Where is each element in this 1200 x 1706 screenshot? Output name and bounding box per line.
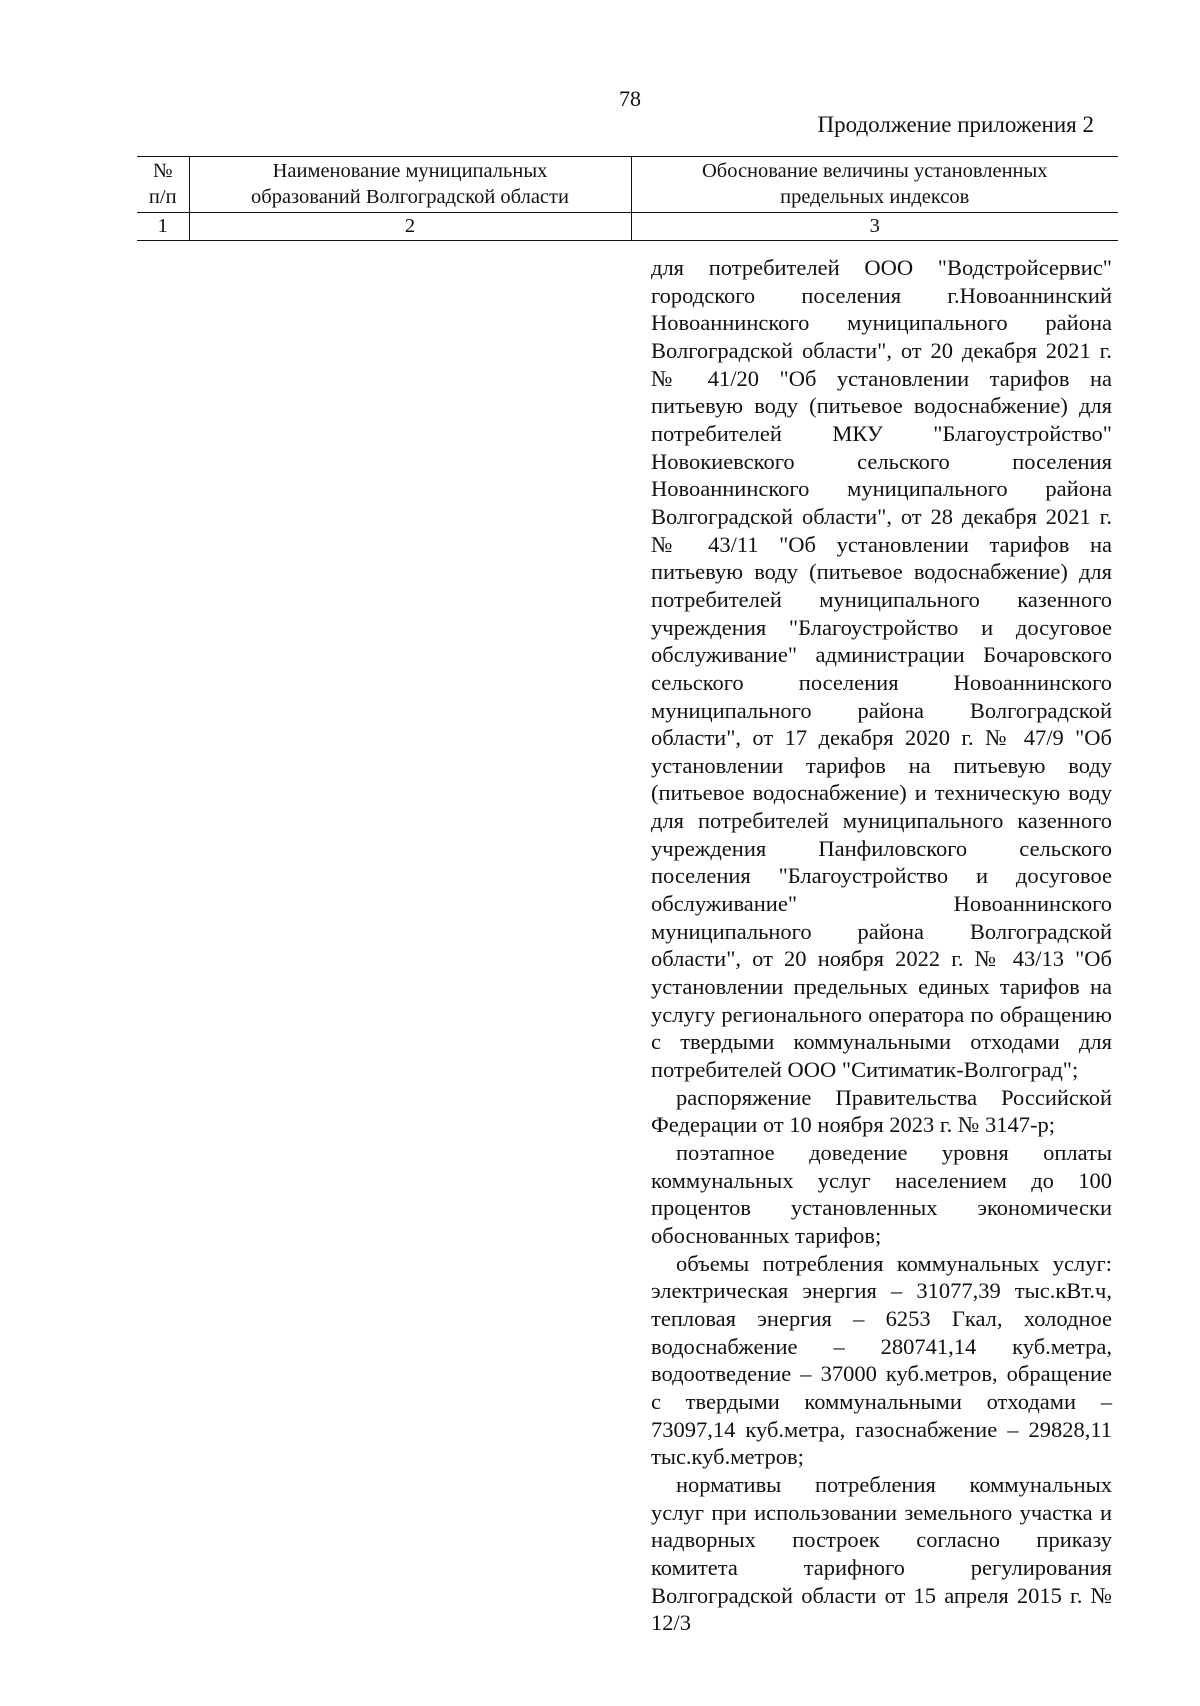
header-cell-number: [137, 157, 189, 213]
header-cell-municipality: [189, 157, 631, 213]
justification-text: [651, 254, 1112, 1637]
column-number-1: 1: [137, 213, 189, 241]
continuation-label: Продолжение приложения 2: [817, 112, 1094, 137]
header-cell-justification: [631, 157, 1118, 213]
header-municipality-line1: Наименование муниципальных: [272, 160, 548, 182]
paragraph: объемы потребления коммунальных услуг: электрическая энергия – 31077,39 тыс.кВт.ч, тепловая энергия – 6253 Гкал, холодное водоснабжение – 280741,14 куб.метра, водоотведение – 37000 куб.метров, обращение с твердыми коммунальными отходами – 73097,14 куб.метра, газоснабжение – 29828,11 тыс.куб.метров;: [651, 1250, 1112, 1470]
table-header-row: [137, 157, 1118, 213]
paragraph: для потребителей ООО "Водстройсервис" городского поселения г.Новоаннинский Новоаннинского муниципального района Волгоградской области", от 20 декабря 2021 г. № 41/20 "Об установлении тарифов на питьевую воду (питьевое водоснабжение) для потребителей МКУ "Благоустройство" Новокиевского сельского поселения Новоаннинского муниципального района Волгоградской области", от 28 декабря 2021 г. № 43/11 "Об установлении тарифов на питьевую воду (питьевое водоснабжение) для потребителей муниципального казенного учреждения "Благоустройство и досуговое обслуживание" администрации Бочаровского сельского поселения Новоаннинского муниципального района Волгоградской области", от 17 декабря 2020 г. № 47/9 "Об установлении тарифов на питьевую воду (питьевое водоснабжение) и техническую воду для потребителей муниципального казенного учреждения Панфиловского сельского поселения "Благоустройство и досуговое обслуживание" Новоаннинского муниципального района Волгоградской области", от 20 ноября 2022 г. № 43/13 "Об установлении предельных единых тарифов на услугу регионального оператора по обращению с твердыми коммунальными отходами для потребителей ООО "Ситиматик-Волгоград";: [651, 255, 1112, 1083]
paragraph: поэтапное доведение уровня оплаты коммунальных услуг населением до 100 процентов установленных экономически обоснованных тарифов;: [651, 1140, 1112, 1248]
paragraph: распоряжение Правительства Российской Федерации от 10 ноября 2023 г. № 3147-р;: [651, 1084, 1112, 1138]
page-number: 78: [619, 86, 641, 111]
header-number-line1: №: [152, 160, 173, 182]
column-number-2: 2: [189, 213, 631, 241]
table-column-numbers-row: [137, 213, 1118, 241]
header-municipality-line2: образований Волгоградской области: [251, 186, 569, 208]
paragraph: нормативы потребления коммунальных услуг при использовании земельного участка и надворных построек согласно приказу комитета тарифного регулирования Волгоградской области от 15 апреля 2015 г. № 12/3: [651, 1471, 1112, 1636]
header-justification-line2: предельных индексов: [780, 186, 970, 208]
table-header: [137, 156, 1118, 241]
column-number-3: 3: [631, 213, 1118, 241]
header-number-line2: п/п: [148, 186, 177, 208]
header-justification-line1: Обоснование величины установленных: [701, 160, 1048, 182]
